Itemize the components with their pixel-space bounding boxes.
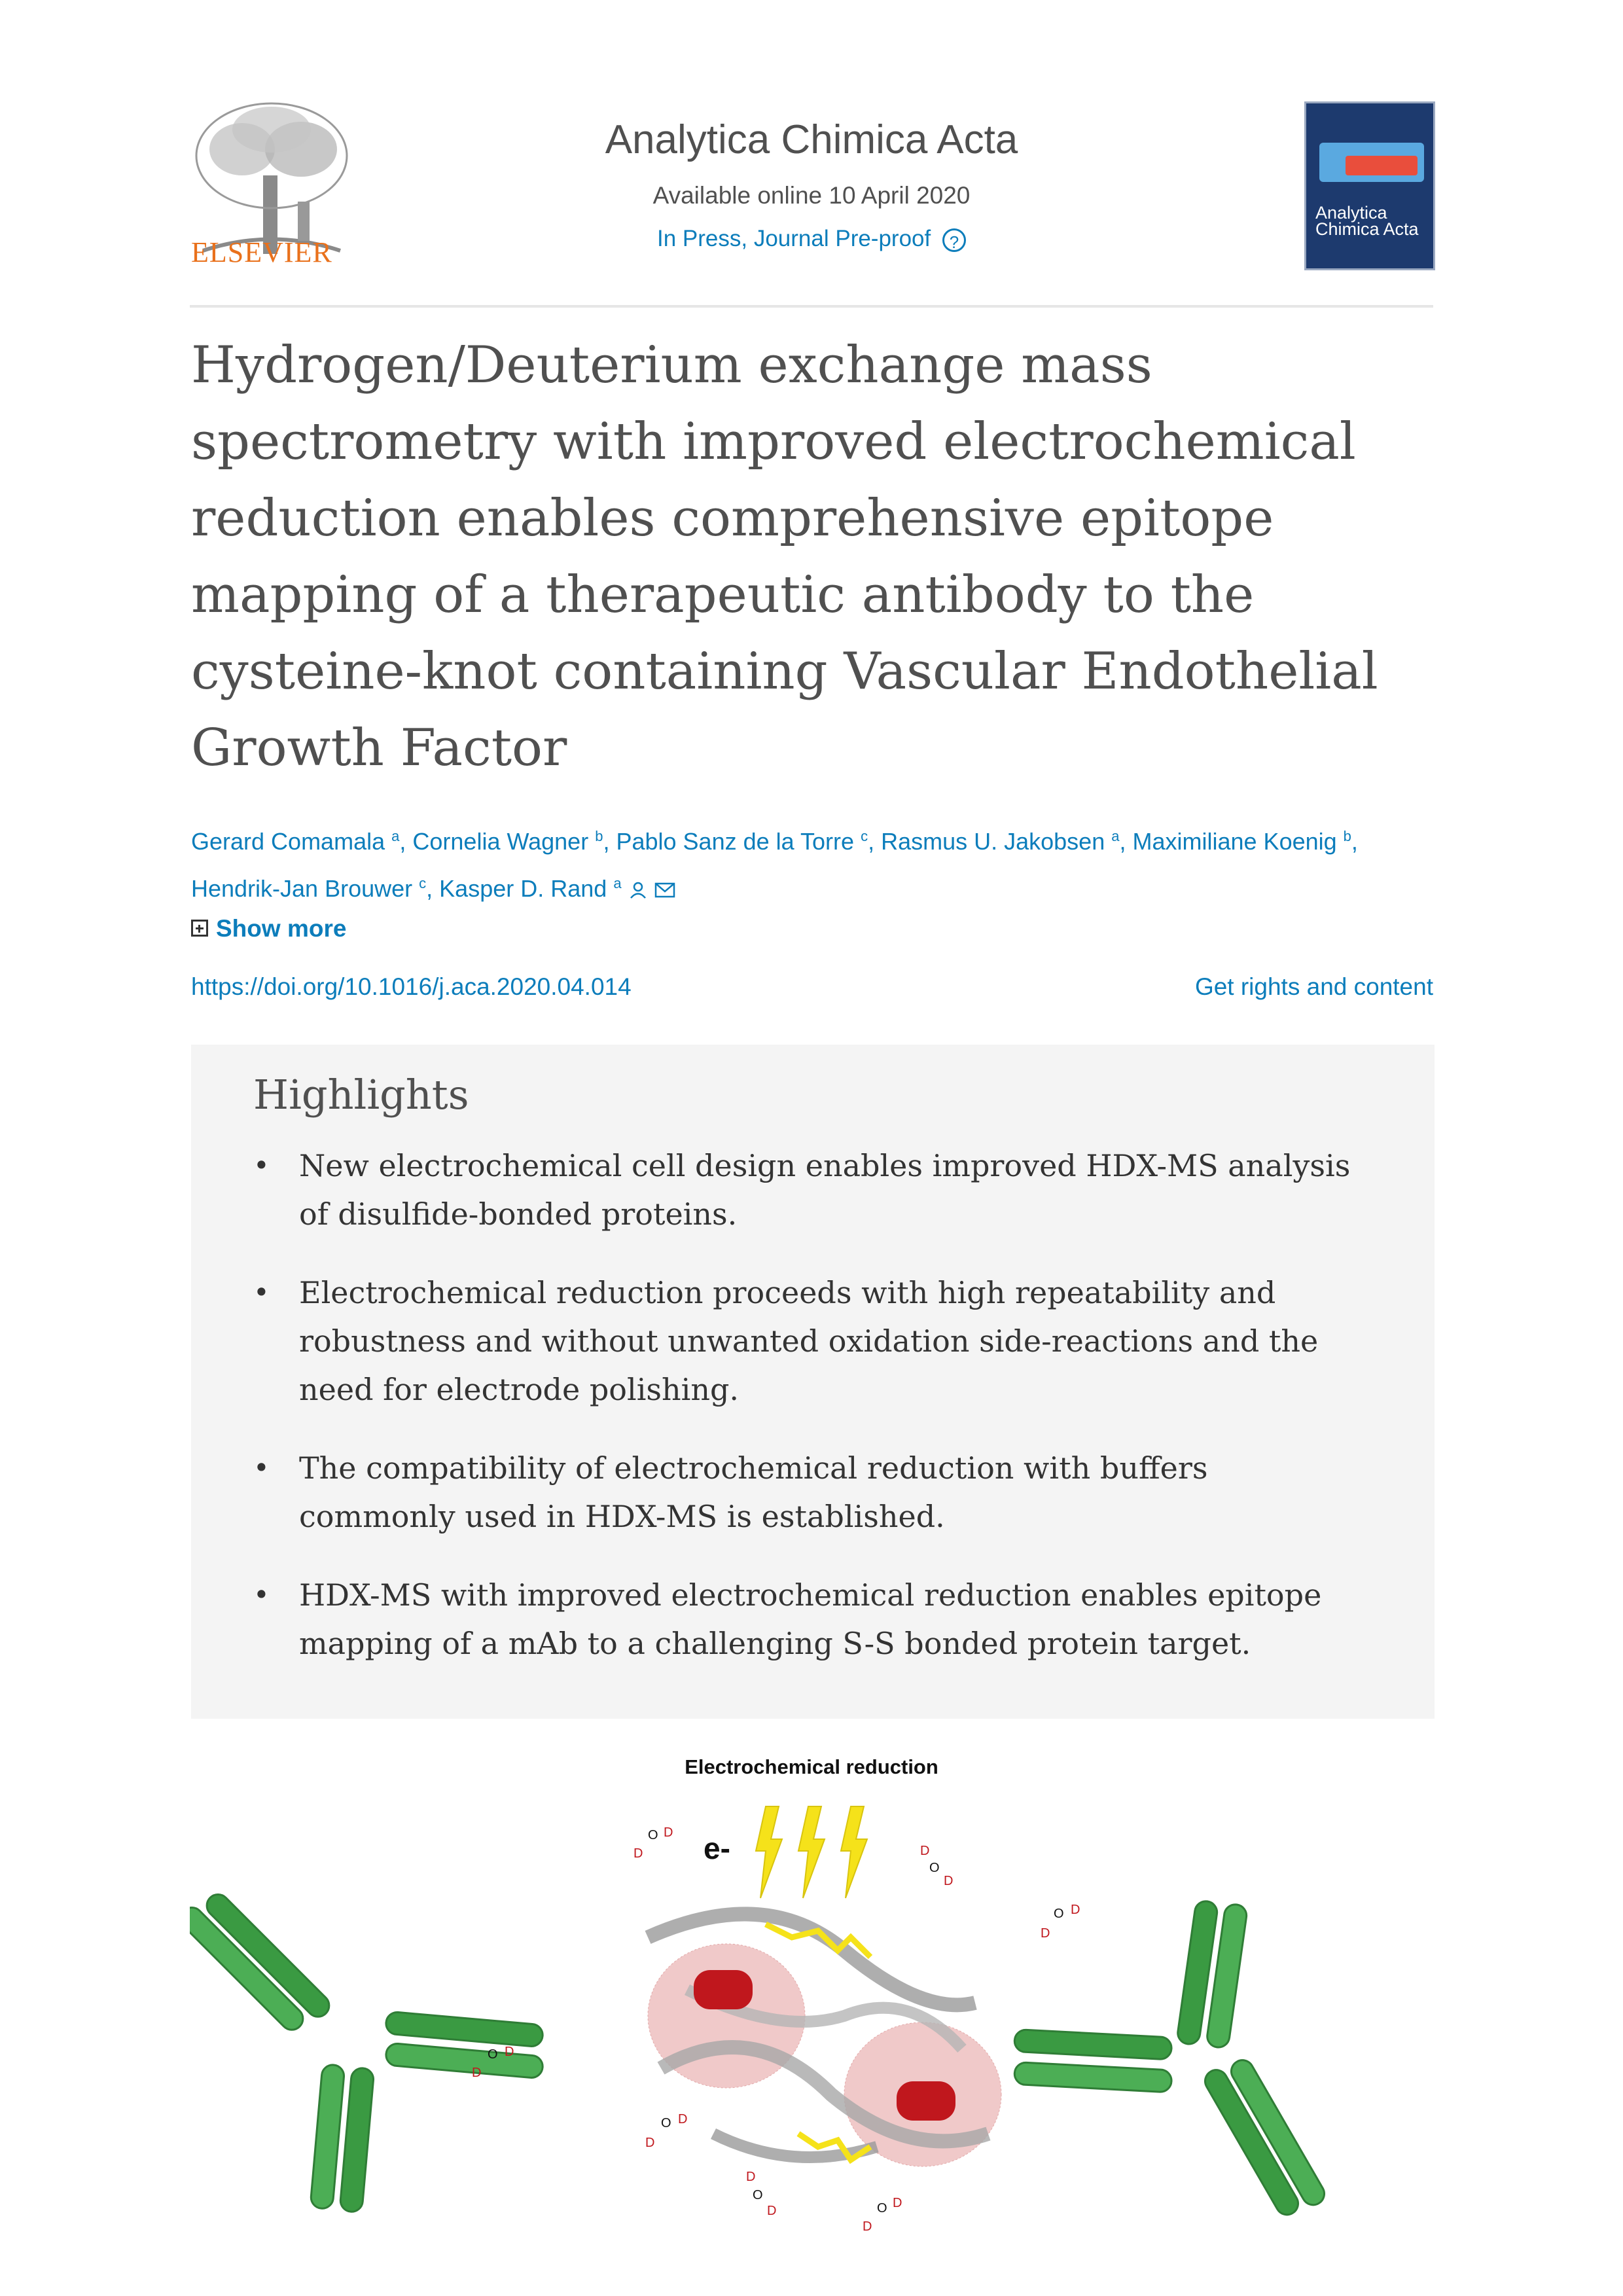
bullet-glyph: •: [253, 1149, 270, 1181]
doi-link[interactable]: https://doi.org/10.1016/j.aca.2020.04.014: [191, 973, 632, 1000]
d2o-deuterium: D: [863, 2219, 872, 2234]
bolt-icon: [756, 1806, 782, 1898]
d2o-molecule: [1041, 1903, 1080, 1941]
d2o-deuterium: D: [746, 2170, 756, 2184]
article-title: Hydrogen/Deuterium exchange mass spectrometry with improved electrochemical reduction enables comprehensive epitope mapping of a therapeutic antibody to the cysteine-knot containing Vascular Endothelial Growth Factor: [191, 336, 1378, 778]
d2o-oxygen: O: [877, 2201, 887, 2215]
cover-graphic-accent: [1346, 156, 1418, 175]
figure-label: Electrochemical reduction: [685, 1755, 938, 1778]
bullet-glyph: •: [253, 1452, 270, 1484]
d2o-oxygen: O: [648, 1828, 658, 1842]
author-link[interactable]: Pablo Sanz de la Torre $^c$: [616, 828, 868, 855]
author-link[interactable]: Gerard Comamala $^a$: [191, 828, 400, 855]
d2o-molecule: [863, 2196, 902, 2234]
d2o-molecule: [746, 2170, 776, 2218]
cover-title: Analytica Chimica Acta: [1315, 203, 1419, 239]
availability-date: Available online 10 April 2020: [652, 182, 971, 209]
elsevier-wordmark[interactable]: ELSEVIER: [191, 236, 332, 268]
get-rights-link[interactable]: Get rights and content: [1194, 973, 1433, 1000]
show-more-button[interactable]: [191, 915, 346, 942]
d2o-deuterium: D: [505, 2045, 514, 2059]
d2o-deuterium: D: [893, 2196, 902, 2210]
publication-status-label[interactable]: In Press, Journal Pre-proof: [657, 226, 931, 251]
d2o-oxygen: O: [1054, 1907, 1064, 1921]
lightning-bolts: [756, 1806, 867, 1898]
person-icon[interactable]: [628, 880, 648, 900]
antibody-right: [1014, 1900, 1328, 2219]
vegf-protein: [648, 1914, 1001, 2166]
highlights-list: [253, 1141, 1366, 1698]
highlights-heading: Highlights: [253, 1071, 469, 1119]
highlight-item: • HDX-MS with improved electrochemical reduction enables epitope mapping of a mAb to a challenging S-S bonded protein target.: [253, 1571, 1366, 1668]
author-link[interactable]: Kasper D. Rand $^a$: [439, 875, 622, 902]
mail-icon[interactable]: [654, 882, 675, 899]
author-link[interactable]: Cornelia Wagner $^b$: [412, 828, 603, 855]
author-link[interactable]: Maximiliane Koenig $^b$: [1132, 828, 1351, 855]
d2o-deuterium: D: [678, 2112, 688, 2126]
d2o-deuterium: D: [944, 1874, 954, 1888]
d2o-deuterium: D: [645, 2136, 655, 2150]
bolt-icon: [798, 1806, 825, 1898]
d2o-oxygen: O: [929, 1861, 940, 1875]
bolt-icon: [841, 1806, 867, 1898]
highlight-item: • Electrochemical reduction proceeds with high repeatability and robustness and without unwanted oxidation side-reactions and the need for electrode polishing.: [253, 1268, 1366, 1414]
d2o-molecule: [920, 1844, 953, 1888]
author-list: Gerard Comamala $^a$, Cornelia Wagner $^b$, Pablo Sanz de la Torre $^c$, Rasmus U. Jakobsen $^a$, Maximiliane Koenig $^b$, Hendrik-Jan Brouwer $^c$, Kasper D. Rand $^a$: [191, 828, 1358, 902]
bullet-glyph: •: [253, 1276, 270, 1308]
journal-cover-thumbnail[interactable]: [1304, 101, 1435, 270]
help-icon[interactable]: ?: [942, 228, 966, 252]
highlight-item: • New electrochemical cell design enables improved HDX-MS analysis of disulfide-bonded proteins.: [253, 1141, 1366, 1238]
d2o-deuterium: D: [664, 1825, 673, 1840]
electron-label: e-: [704, 1831, 730, 1865]
highlight-item: • The compatibility of electrochemical reduction with buffers commonly used in HDX-MS is established.: [253, 1444, 1366, 1541]
author-link[interactable]: Rasmus U. Jakobsen $^a$: [881, 828, 1120, 855]
bullet-glyph: •: [253, 1579, 270, 1611]
expand-icon[interactable]: [191, 920, 208, 937]
d2o-oxygen: O: [661, 2116, 671, 2130]
highlights-panel: [191, 1045, 1435, 1719]
d2o-molecule: [645, 2112, 687, 2150]
d2o-deuterium: D: [472, 2066, 482, 2080]
d2o-oxygen: O: [488, 2047, 498, 2062]
header-divider: [190, 305, 1433, 308]
d2o-deuterium: D: [633, 1846, 643, 1861]
graphical-abstract[interactable]: [190, 1741, 1433, 2278]
d2o-deuterium: D: [1041, 1926, 1050, 1941]
d2o-oxygen: O: [753, 2188, 763, 2202]
d2o-deuterium: D: [1071, 1903, 1080, 1917]
show-more-label[interactable]: Show more: [216, 915, 347, 942]
author-link[interactable]: Hendrik-Jan Brouwer $^c$: [191, 875, 427, 902]
d2o-molecule: [633, 1825, 673, 1861]
d2o-deuterium: D: [920, 1844, 930, 1858]
journal-title[interactable]: Analytica Chimica Acta: [605, 117, 1018, 162]
d2o-deuterium: D: [767, 2204, 777, 2218]
